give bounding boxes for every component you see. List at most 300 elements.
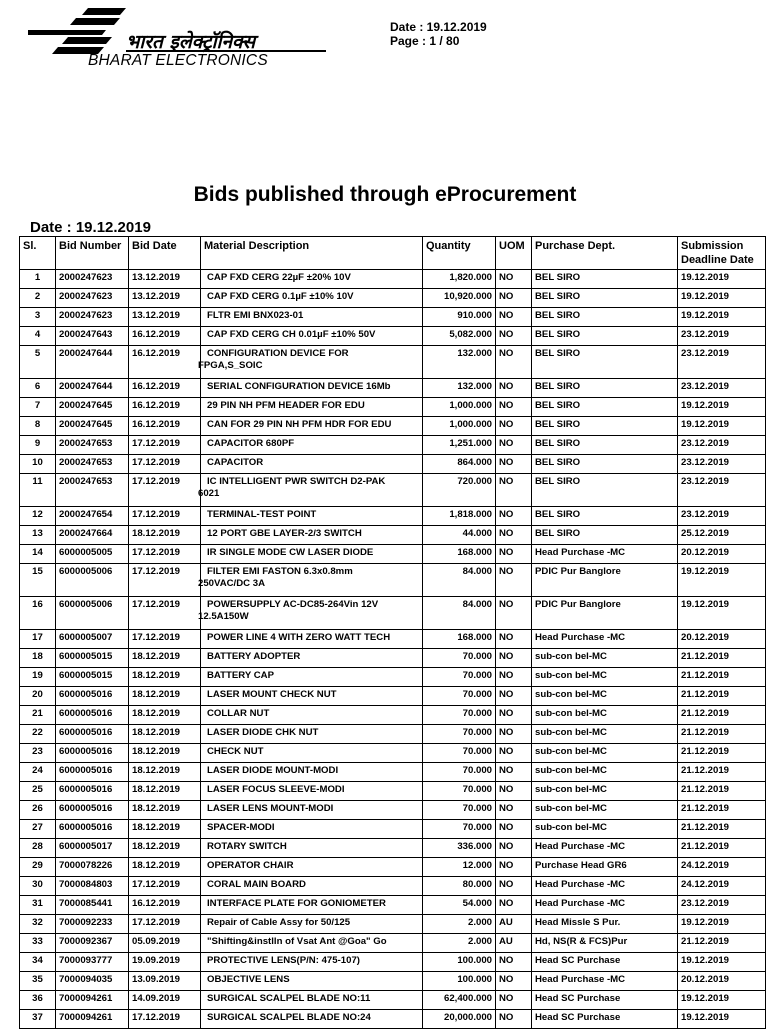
table-row: [20, 763, 766, 782]
cell-bid-number: 6000005015: [56, 668, 129, 687]
cell-material-description: [201, 687, 423, 706]
cell-sl: 22: [20, 725, 56, 744]
cell-bid-number: 6000005015: [56, 649, 129, 668]
cell-uom: NO: [496, 858, 532, 877]
cell-material-description: [201, 725, 423, 744]
cell-purchase-dept: BEL SIRO: [532, 379, 678, 398]
cell-material-description: [201, 308, 423, 327]
cell-material-description: [201, 820, 423, 839]
col-header-uom: UOM: [496, 237, 532, 270]
company-logo: [28, 6, 338, 72]
cell-material-description: [201, 706, 423, 725]
cell-quantity: 100.000: [423, 953, 496, 972]
col-header-quantity: Quantity: [423, 237, 496, 270]
cell-uom: NO: [496, 706, 532, 725]
cell-purchase-dept: Head SC Purchase: [532, 953, 678, 972]
table-row: [20, 436, 766, 455]
description-line-1: BATTERY ADOPTER: [207, 651, 301, 662]
cell-quantity: 84.000: [423, 564, 496, 597]
cell-quantity: 1,818.000: [423, 507, 496, 526]
cell-submission-deadline: 23.12.2019: [678, 436, 766, 455]
cell-bid-date: 18.12.2019: [129, 706, 201, 725]
description-line-1: POWER LINE 4 WITH ZERO WATT TECH: [207, 632, 391, 643]
cell-material-description: [201, 668, 423, 687]
description-line-1: FLTR EMI BNX023-01: [207, 310, 304, 321]
cell-uom: NO: [496, 763, 532, 782]
cell-quantity: 70.000: [423, 820, 496, 839]
cell-submission-deadline: 25.12.2019: [678, 526, 766, 545]
cell-quantity: 1,251.000: [423, 436, 496, 455]
cell-sl: 33: [20, 934, 56, 953]
cell-bid-number: 7000085441: [56, 896, 129, 915]
cell-sl: 10: [20, 455, 56, 474]
table-row: [20, 597, 766, 630]
cell-bid-number: 6000005016: [56, 820, 129, 839]
cell-bid-date: 18.12.2019: [129, 744, 201, 763]
table-row: [20, 1010, 766, 1029]
cell-quantity: 70.000: [423, 763, 496, 782]
cell-bid-date: 18.12.2019: [129, 858, 201, 877]
cell-bid-number: 2000247644: [56, 346, 129, 379]
cell-purchase-dept: Hd, NS(R & FCS)Pur: [532, 934, 678, 953]
cell-submission-deadline: 19.12.2019: [678, 564, 766, 597]
cell-purchase-dept: sub-con bel-MC: [532, 668, 678, 687]
cell-quantity: 168.000: [423, 545, 496, 564]
table-row: [20, 398, 766, 417]
cell-bid-date: 13.12.2019: [129, 289, 201, 308]
cell-material-description: [201, 507, 423, 526]
table-row: [20, 839, 766, 858]
table-row: [20, 526, 766, 545]
cell-sl: 19: [20, 668, 56, 687]
table-row: [20, 801, 766, 820]
cell-purchase-dept: sub-con bel-MC: [532, 725, 678, 744]
cell-material-description: [201, 991, 423, 1010]
cell-material-description: [201, 379, 423, 398]
company-name-english: BHARAT ELECTRONICS: [88, 52, 268, 69]
description-line-2: 12.5A150W: [198, 611, 249, 622]
cell-bid-date: 17.12.2019: [129, 474, 201, 507]
cell-uom: NO: [496, 507, 532, 526]
table-row: [20, 379, 766, 398]
cell-quantity: 70.000: [423, 801, 496, 820]
table-row: [20, 915, 766, 934]
cell-uom: NO: [496, 820, 532, 839]
cell-submission-deadline: 24.12.2019: [678, 858, 766, 877]
table-row: [20, 687, 766, 706]
cell-submission-deadline: 21.12.2019: [678, 687, 766, 706]
report-date-line: Date : 19.12.2019: [30, 219, 151, 236]
report-date: Date : 19.12.2019: [390, 20, 487, 34]
cell-purchase-dept: sub-con bel-MC: [532, 687, 678, 706]
cell-bid-date: 17.12.2019: [129, 915, 201, 934]
cell-quantity: 70.000: [423, 706, 496, 725]
table-row: [20, 564, 766, 597]
cell-purchase-dept: BEL SIRO: [532, 308, 678, 327]
cell-sl: 4: [20, 327, 56, 346]
cell-submission-deadline: 19.12.2019: [678, 953, 766, 972]
table-row: [20, 744, 766, 763]
cell-submission-deadline: 20.12.2019: [678, 630, 766, 649]
cell-uom: NO: [496, 725, 532, 744]
cell-bid-date: 18.12.2019: [129, 725, 201, 744]
cell-material-description: [201, 270, 423, 289]
cell-purchase-dept: BEL SIRO: [532, 270, 678, 289]
cell-submission-deadline: 21.12.2019: [678, 839, 766, 858]
cell-submission-deadline: 21.12.2019: [678, 934, 766, 953]
description-line-1: LASER MOUNT CHECK NUT: [207, 689, 337, 700]
cell-material-description: [198, 564, 423, 597]
cell-sl: 32: [20, 915, 56, 934]
cell-material-description: [201, 526, 423, 545]
table-row: [20, 782, 766, 801]
cell-quantity: 70.000: [423, 725, 496, 744]
table-row: [20, 507, 766, 526]
cell-bid-number: 2000247623: [56, 289, 129, 308]
cell-purchase-dept: sub-con bel-MC: [532, 649, 678, 668]
cell-submission-deadline: 19.12.2019: [678, 270, 766, 289]
cell-bid-number: 2000247645: [56, 417, 129, 436]
table-row: [20, 896, 766, 915]
cell-bid-date: 18.12.2019: [129, 649, 201, 668]
col-header-purchase-dept: Purchase Dept.: [532, 237, 678, 270]
cell-material-description: [201, 545, 423, 564]
cell-uom: NO: [496, 877, 532, 896]
cell-submission-deadline: 19.12.2019: [678, 308, 766, 327]
cell-uom: NO: [496, 839, 532, 858]
cell-purchase-dept: PDIC Pur Banglore: [532, 597, 678, 630]
description-line-1: SURGICAL SCALPEL BLADE NO:24: [207, 1012, 371, 1023]
cell-sl: 6: [20, 379, 56, 398]
cell-uom: NO: [496, 436, 532, 455]
cell-bid-number: 7000078226: [56, 858, 129, 877]
cell-material-description: [201, 649, 423, 668]
cell-bid-date: 13.12.2019: [129, 270, 201, 289]
cell-uom: NO: [496, 649, 532, 668]
cell-sl: 2: [20, 289, 56, 308]
cell-material-description: [198, 346, 423, 379]
cell-sl: 5: [20, 346, 56, 379]
cell-bid-date: 17.12.2019: [129, 877, 201, 896]
description-line-1: IC INTELLIGENT PWR SWITCH D2-PAK: [207, 476, 386, 487]
description-line-1: 29 PIN NH PFM HEADER FOR EDU: [207, 400, 365, 411]
cell-bid-number: 6000005006: [56, 564, 129, 597]
col-header-material-description: Material Description: [201, 237, 423, 270]
cell-sl: 1: [20, 270, 56, 289]
cell-material-description: [201, 801, 423, 820]
document-meta: [390, 20, 487, 48]
description-line-1: BATTERY CAP: [207, 670, 274, 681]
description-line-1: INTERFACE PLATE FOR GONIOMETER: [207, 898, 386, 909]
cell-sl: 25: [20, 782, 56, 801]
cell-purchase-dept: BEL SIRO: [532, 417, 678, 436]
cell-quantity: 336.000: [423, 839, 496, 858]
cell-quantity: 44.000: [423, 526, 496, 545]
cell-bid-number: 2000247654: [56, 507, 129, 526]
table-row: [20, 706, 766, 725]
cell-bid-date: 13.09.2019: [129, 972, 201, 991]
description-line-1: CAPACITOR 680PF: [207, 438, 295, 449]
cell-quantity: 2.000: [423, 915, 496, 934]
cell-submission-deadline: 19.12.2019: [678, 398, 766, 417]
description-line-1: Repair of Cable Assy for 50/125: [207, 917, 351, 928]
cell-sl: 8: [20, 417, 56, 436]
cell-submission-deadline: 23.12.2019: [678, 474, 766, 507]
cell-sl: 27: [20, 820, 56, 839]
cell-purchase-dept: BEL SIRO: [532, 289, 678, 308]
cell-bid-number: 2000247645: [56, 398, 129, 417]
cell-bid-date: 16.12.2019: [129, 327, 201, 346]
cell-bid-date: 17.12.2019: [129, 455, 201, 474]
table-row: [20, 630, 766, 649]
cell-sl: 30: [20, 877, 56, 896]
cell-bid-date: 13.12.2019: [129, 308, 201, 327]
cell-purchase-dept: sub-con bel-MC: [532, 763, 678, 782]
cell-sl: 34: [20, 953, 56, 972]
cell-uom: NO: [496, 564, 532, 597]
table-row: [20, 455, 766, 474]
table-row: [20, 289, 766, 308]
description-line-1: ROTARY SWITCH: [207, 841, 287, 852]
cell-quantity: 1,000.000: [423, 398, 496, 417]
cell-quantity: 132.000: [423, 379, 496, 398]
description-line-1: LASER DIODE MOUNT-MODI: [207, 765, 339, 776]
cell-uom: NO: [496, 668, 532, 687]
cell-uom: NO: [496, 953, 532, 972]
cell-quantity: 70.000: [423, 782, 496, 801]
cell-bid-number: 6000005016: [56, 687, 129, 706]
cell-quantity: 84.000: [423, 597, 496, 630]
cell-bid-date: 18.12.2019: [129, 801, 201, 820]
cell-uom: NO: [496, 270, 532, 289]
cell-bid-date: 16.12.2019: [129, 417, 201, 436]
cell-sl: 7: [20, 398, 56, 417]
cell-sl: 37: [20, 1010, 56, 1029]
cell-submission-deadline: 23.12.2019: [678, 379, 766, 398]
cell-bid-number: 6000005007: [56, 630, 129, 649]
cell-purchase-dept: Head Purchase -MC: [532, 630, 678, 649]
cell-bid-date: 18.12.2019: [129, 687, 201, 706]
cell-submission-deadline: 21.12.2019: [678, 782, 766, 801]
cell-uom: NO: [496, 782, 532, 801]
description-line-1: PROTECTIVE LENS(P/N: 475-107): [207, 955, 361, 966]
cell-bid-date: 18.12.2019: [129, 526, 201, 545]
cell-bid-date: 16.12.2019: [129, 379, 201, 398]
cell-quantity: 10,920.000: [423, 289, 496, 308]
table-row: [20, 545, 766, 564]
cell-uom: NO: [496, 379, 532, 398]
cell-quantity: 80.000: [423, 877, 496, 896]
cell-submission-deadline: 24.12.2019: [678, 877, 766, 896]
company-name-hindi: भारत इलेक्ट्रॉनिक्स: [126, 31, 256, 53]
cell-bid-number: 7000092367: [56, 934, 129, 953]
cell-uom: NO: [496, 417, 532, 436]
cell-bid-number: 7000094035: [56, 972, 129, 991]
cell-bid-date: 14.09.2019: [129, 991, 201, 1010]
cell-bid-number: 6000005006: [56, 597, 129, 630]
cell-bid-date: 18.12.2019: [129, 839, 201, 858]
description-line-1: OPERATOR CHAIR: [207, 860, 294, 871]
cell-submission-deadline: 19.12.2019: [678, 915, 766, 934]
cell-submission-deadline: 23.12.2019: [678, 346, 766, 379]
table-row: [20, 346, 766, 379]
cell-bid-date: 19.09.2019: [129, 953, 201, 972]
cell-purchase-dept: sub-con bel-MC: [532, 706, 678, 725]
cell-bid-number: 2000247653: [56, 436, 129, 455]
cell-bid-number: 2000247653: [56, 455, 129, 474]
cell-uom: NO: [496, 744, 532, 763]
table-row: [20, 858, 766, 877]
cell-uom: NO: [496, 308, 532, 327]
cell-bid-number: 6000005016: [56, 706, 129, 725]
cell-bid-date: 16.12.2019: [129, 346, 201, 379]
cell-submission-deadline: 21.12.2019: [678, 668, 766, 687]
description-line-1: 12 PORT GBE LAYER-2/3 SWITCH: [207, 528, 362, 539]
cell-bid-date: 18.12.2019: [129, 820, 201, 839]
table-row: [20, 327, 766, 346]
cell-quantity: 720.000: [423, 474, 496, 507]
cell-quantity: 70.000: [423, 687, 496, 706]
description-line-1: IR SINGLE MODE CW LASER DIODE: [207, 547, 374, 558]
cell-submission-deadline: 21.12.2019: [678, 649, 766, 668]
table-row: [20, 417, 766, 436]
description-line-1: "Shifting&instlln of Vsat Ant @Goa" Go: [207, 936, 387, 947]
cell-submission-deadline: 21.12.2019: [678, 820, 766, 839]
cell-bid-number: 2000247623: [56, 270, 129, 289]
description-line-1: LASER FOCUS SLEEVE-MODI: [207, 784, 345, 795]
cell-quantity: 2.000: [423, 934, 496, 953]
cell-material-description: [201, 858, 423, 877]
cell-purchase-dept: Head SC Purchase: [532, 1010, 678, 1029]
table-row: [20, 270, 766, 289]
description-line-1: LASER DIODE CHK NUT: [207, 727, 319, 738]
cell-quantity: 1,820.000: [423, 270, 496, 289]
description-line-2: FPGA,S_SOIC: [198, 360, 263, 371]
cell-sl: 15: [20, 564, 56, 597]
description-line-1: CONFIGURATION DEVICE FOR: [207, 348, 349, 359]
cell-quantity: 864.000: [423, 455, 496, 474]
cell-uom: NO: [496, 346, 532, 379]
cell-bid-date: 17.12.2019: [129, 630, 201, 649]
table-row: [20, 725, 766, 744]
cell-quantity: 20,000.000: [423, 1010, 496, 1029]
cell-uom: NO: [496, 474, 532, 507]
cell-uom: NO: [496, 597, 532, 630]
cell-purchase-dept: PDIC Pur Banglore: [532, 564, 678, 597]
description-line-1: CAP FXD CERG 22µF ±20% 10V: [207, 272, 351, 283]
cell-sl: 17: [20, 630, 56, 649]
cell-uom: AU: [496, 934, 532, 953]
cell-bid-date: 17.12.2019: [129, 564, 201, 597]
cell-submission-deadline: 21.12.2019: [678, 744, 766, 763]
cell-submission-deadline: 19.12.2019: [678, 1010, 766, 1029]
description-line-1: SPACER-MODI: [207, 822, 275, 833]
cell-bid-number: 2000247623: [56, 308, 129, 327]
cell-sl: 36: [20, 991, 56, 1010]
table-header-row: [20, 237, 766, 270]
cell-quantity: 5,082.000: [423, 327, 496, 346]
description-line-1: COLLAR NUT: [207, 708, 270, 719]
cell-purchase-dept: Head Purchase -MC: [532, 896, 678, 915]
cell-material-description: [198, 597, 423, 630]
table-row: [20, 308, 766, 327]
cell-quantity: 70.000: [423, 668, 496, 687]
cell-purchase-dept: sub-con bel-MC: [532, 782, 678, 801]
cell-material-description: [201, 915, 423, 934]
cell-purchase-dept: Head Purchase -MC: [532, 545, 678, 564]
cell-bid-date: 16.12.2019: [129, 896, 201, 915]
cell-material-description: [201, 763, 423, 782]
cell-uom: NO: [496, 1010, 532, 1029]
cell-material-description: [201, 630, 423, 649]
cell-bid-number: 6000005016: [56, 725, 129, 744]
cell-quantity: 100.000: [423, 972, 496, 991]
page-title: Bids published through eProcurement: [193, 183, 577, 206]
cell-bid-number: 6000005016: [56, 763, 129, 782]
cell-sl: 24: [20, 763, 56, 782]
cell-material-description: [201, 417, 423, 436]
cell-bid-number: 2000247643: [56, 327, 129, 346]
cell-bid-date: 17.12.2019: [129, 1010, 201, 1029]
cell-sl: 14: [20, 545, 56, 564]
cell-bid-date: 18.12.2019: [129, 782, 201, 801]
description-line-1: CAP FXD CERG 0.1µF ±10% 10V: [207, 291, 354, 302]
cell-material-description: [201, 398, 423, 417]
description-line-1: CHECK NUT: [207, 746, 264, 757]
table-row: [20, 649, 766, 668]
description-line-1: CAP FXD CERG CH 0.01µF ±10% 50V: [207, 329, 376, 340]
cell-purchase-dept: sub-con bel-MC: [532, 820, 678, 839]
cell-purchase-dept: BEL SIRO: [532, 507, 678, 526]
table-row: [20, 474, 766, 507]
table-row: [20, 953, 766, 972]
cell-bid-date: 18.12.2019: [129, 763, 201, 782]
bids-table: [19, 236, 766, 1029]
cell-sl: 9: [20, 436, 56, 455]
cell-material-description: [201, 934, 423, 953]
cell-submission-deadline: 19.12.2019: [678, 289, 766, 308]
cell-bid-number: 7000092233: [56, 915, 129, 934]
cell-quantity: 132.000: [423, 346, 496, 379]
cell-uom: NO: [496, 526, 532, 545]
cell-purchase-dept: Head Purchase -MC: [532, 972, 678, 991]
table-row: [20, 820, 766, 839]
cell-purchase-dept: Head Missle S Pur.: [532, 915, 678, 934]
col-header-sl: Sl.: [20, 237, 56, 270]
description-line-1: CORAL MAIN BOARD: [207, 879, 306, 890]
cell-material-description: [201, 1010, 423, 1029]
cell-quantity: 168.000: [423, 630, 496, 649]
cell-quantity: 70.000: [423, 744, 496, 763]
cell-material-description: [201, 877, 423, 896]
cell-uom: NO: [496, 991, 532, 1010]
cell-purchase-dept: sub-con bel-MC: [532, 801, 678, 820]
cell-material-description: [198, 474, 423, 507]
col-header-bid-date: Bid Date: [129, 237, 201, 270]
cell-bid-date: 17.12.2019: [129, 597, 201, 630]
cell-submission-deadline: 19.12.2019: [678, 991, 766, 1010]
table-row: [20, 877, 766, 896]
cell-submission-deadline: 21.12.2019: [678, 725, 766, 744]
cell-bid-date: 16.12.2019: [129, 398, 201, 417]
cell-sl: 18: [20, 649, 56, 668]
cell-uom: NO: [496, 289, 532, 308]
cell-uom: NO: [496, 801, 532, 820]
description-line-1: SURGICAL SCALPEL BLADE NO:11: [207, 993, 371, 1004]
table-row: [20, 668, 766, 687]
col-header-bid-number: Bid Number: [56, 237, 129, 270]
cell-bid-number: 6000005016: [56, 801, 129, 820]
